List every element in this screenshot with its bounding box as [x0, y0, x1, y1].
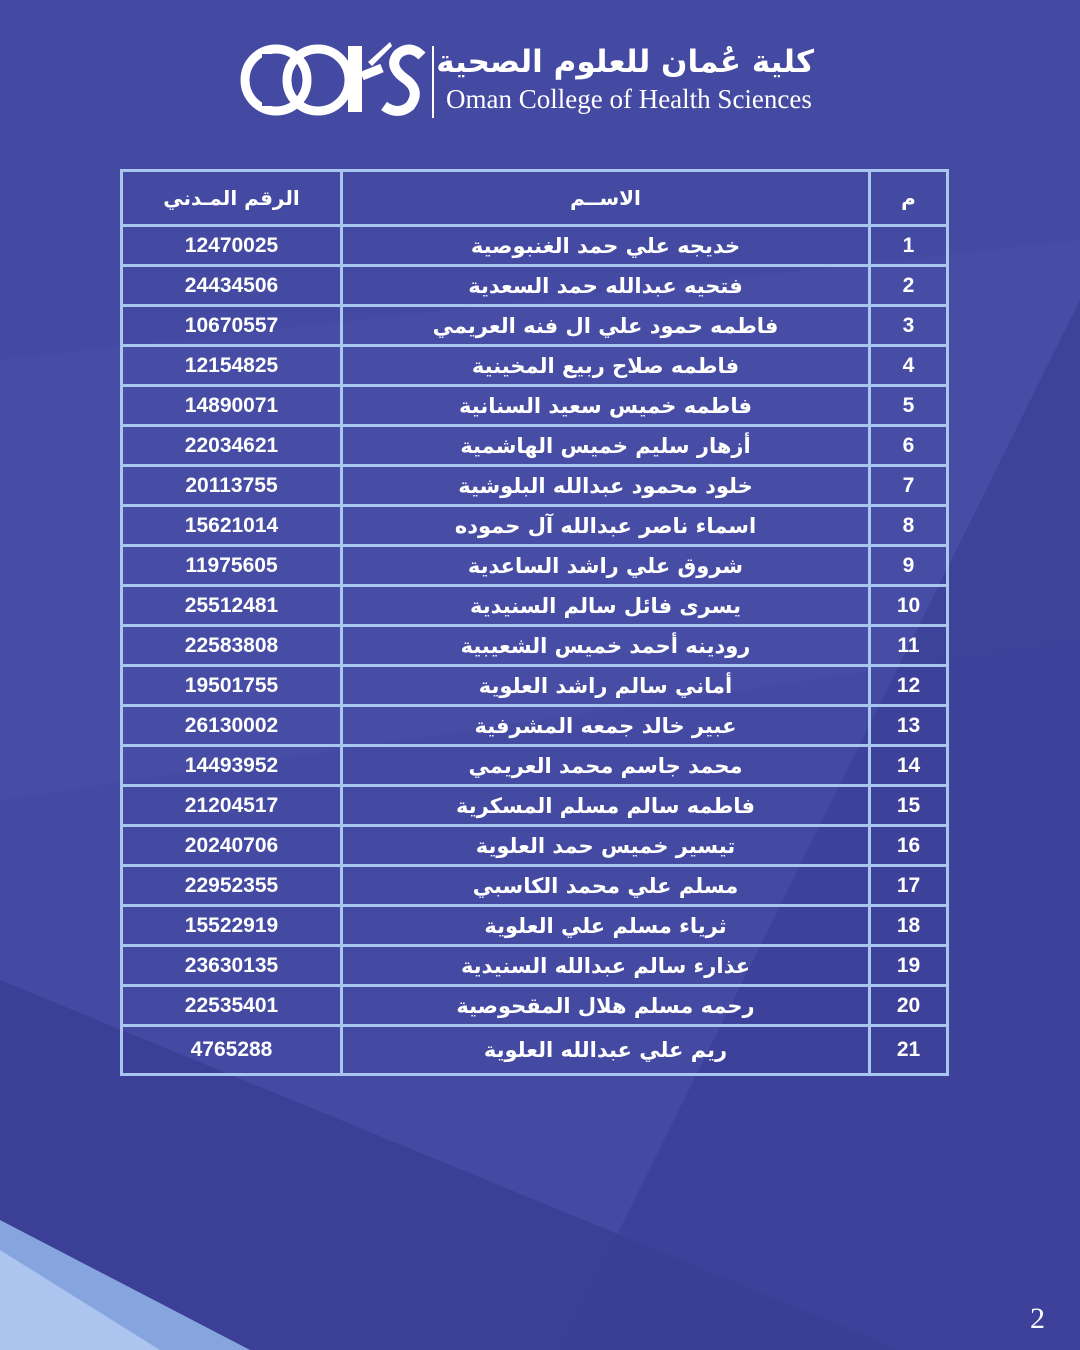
table-row [122, 426, 948, 466]
table-row [122, 346, 948, 386]
college-name-english: Oman College of Health Sciences [446, 84, 812, 114]
row-name: شروق علي راشد الساعدية [342, 546, 870, 586]
table-row [122, 866, 948, 906]
row-name: ريم علي عبدالله العلوية [342, 1026, 870, 1075]
row-index: 14 [870, 746, 948, 786]
table-row [122, 546, 948, 586]
table-row [122, 746, 948, 786]
row-name: تيسير خميس حمد العلوية [342, 826, 870, 866]
student-roster-table [120, 169, 949, 1076]
row-name: رودينه أحمد خميس الشعيبية [342, 626, 870, 666]
row-index: 8 [870, 506, 948, 546]
row-name: محمد جاسم محمد العريمي [342, 746, 870, 786]
row-index: 13 [870, 706, 948, 746]
row-name: يسرى فائل سالم السنيدية [342, 586, 870, 626]
table-row [122, 906, 948, 946]
college-header [240, 32, 840, 132]
table-row [122, 386, 948, 426]
row-index: 11 [870, 626, 948, 666]
row-civil-id: 14493952 [122, 746, 342, 786]
row-civil-id: 22952355 [122, 866, 342, 906]
row-name: عذارء سالم عبدالله السنيدية [342, 946, 870, 986]
table-row [122, 266, 948, 306]
row-civil-id: 15522919 [122, 906, 342, 946]
table-row [122, 706, 948, 746]
row-civil-id: 10670557 [122, 306, 342, 346]
table-row [122, 506, 948, 546]
row-civil-id: 24434506 [122, 266, 342, 306]
row-name: ثرياء مسلم علي العلوية [342, 906, 870, 946]
row-index: 15 [870, 786, 948, 826]
row-civil-id: 23630135 [122, 946, 342, 986]
table-row [122, 666, 948, 706]
row-index: 4 [870, 346, 948, 386]
row-index: 9 [870, 546, 948, 586]
row-name: فتحيه عبدالله حمد السعدية [342, 266, 870, 306]
brand-divider [432, 46, 434, 118]
row-civil-id: 11975605 [122, 546, 342, 586]
row-index: 21 [870, 1026, 948, 1075]
row-index: 6 [870, 426, 948, 466]
header-index: م [870, 171, 948, 226]
row-name: عبير خالد جمعه المشرفية [342, 706, 870, 746]
row-civil-id: 12470025 [122, 226, 342, 266]
row-index: 7 [870, 466, 948, 506]
header-civil-id: الرقم المـدني [122, 171, 342, 226]
header-name: الاســم [342, 171, 870, 226]
row-index: 20 [870, 986, 948, 1026]
row-civil-id: 4765288 [122, 1026, 342, 1075]
row-index: 16 [870, 826, 948, 866]
row-civil-id: 22034621 [122, 426, 342, 466]
row-name: أماني سالم راشد العلوية [342, 666, 870, 706]
table-row [122, 586, 948, 626]
row-index: 17 [870, 866, 948, 906]
page-number: 2 [1030, 1302, 1045, 1335]
row-index: 12 [870, 666, 948, 706]
row-index: 10 [870, 586, 948, 626]
row-name: فاطمه خميس سعيد السنانية [342, 386, 870, 426]
table-row [122, 826, 948, 866]
row-name: فاطمه سالم مسلم المسكرية [342, 786, 870, 826]
row-civil-id: 20113755 [122, 466, 342, 506]
table-row [122, 626, 948, 666]
table-row [122, 986, 948, 1026]
row-index: 3 [870, 306, 948, 346]
row-index: 2 [870, 266, 948, 306]
table-row [122, 946, 948, 986]
row-name: فاطمه حمود علي ال فنه العريمي [342, 306, 870, 346]
row-civil-id: 20240706 [122, 826, 342, 866]
row-civil-id: 21204517 [122, 786, 342, 826]
table-header-row [122, 171, 948, 226]
row-civil-id: 25512481 [122, 586, 342, 626]
college-logo [240, 32, 430, 132]
college-name-arabic: كلية عُمان للعلوم الصحية [436, 44, 814, 80]
row-name: خديجه علي حمد الغنبوصية [342, 226, 870, 266]
row-name: خلود محمود عبدالله البلوشية [342, 466, 870, 506]
table-row [122, 1026, 948, 1075]
row-civil-id: 14890071 [122, 386, 342, 426]
row-civil-id: 26130002 [122, 706, 342, 746]
row-index: 19 [870, 946, 948, 986]
row-name: اسماء ناصر عبدالله آل حموده [342, 506, 870, 546]
table-row [122, 786, 948, 826]
row-civil-id: 12154825 [122, 346, 342, 386]
table-row [122, 306, 948, 346]
row-name: مسلم علي محمد الكاسبي [342, 866, 870, 906]
row-name: أزهار سليم خميس الهاشمية [342, 426, 870, 466]
row-index: 18 [870, 906, 948, 946]
row-civil-id: 22535401 [122, 986, 342, 1026]
row-civil-id: 15621014 [122, 506, 342, 546]
row-index: 5 [870, 386, 948, 426]
row-civil-id: 19501755 [122, 666, 342, 706]
table-row [122, 226, 948, 266]
row-index: 1 [870, 226, 948, 266]
row-name: رحمه مسلم هلال المقحوصية [342, 986, 870, 1026]
row-civil-id: 22583808 [122, 626, 342, 666]
table-row [122, 466, 948, 506]
row-name: فاطمه صلاح ربيع المخينية [342, 346, 870, 386]
